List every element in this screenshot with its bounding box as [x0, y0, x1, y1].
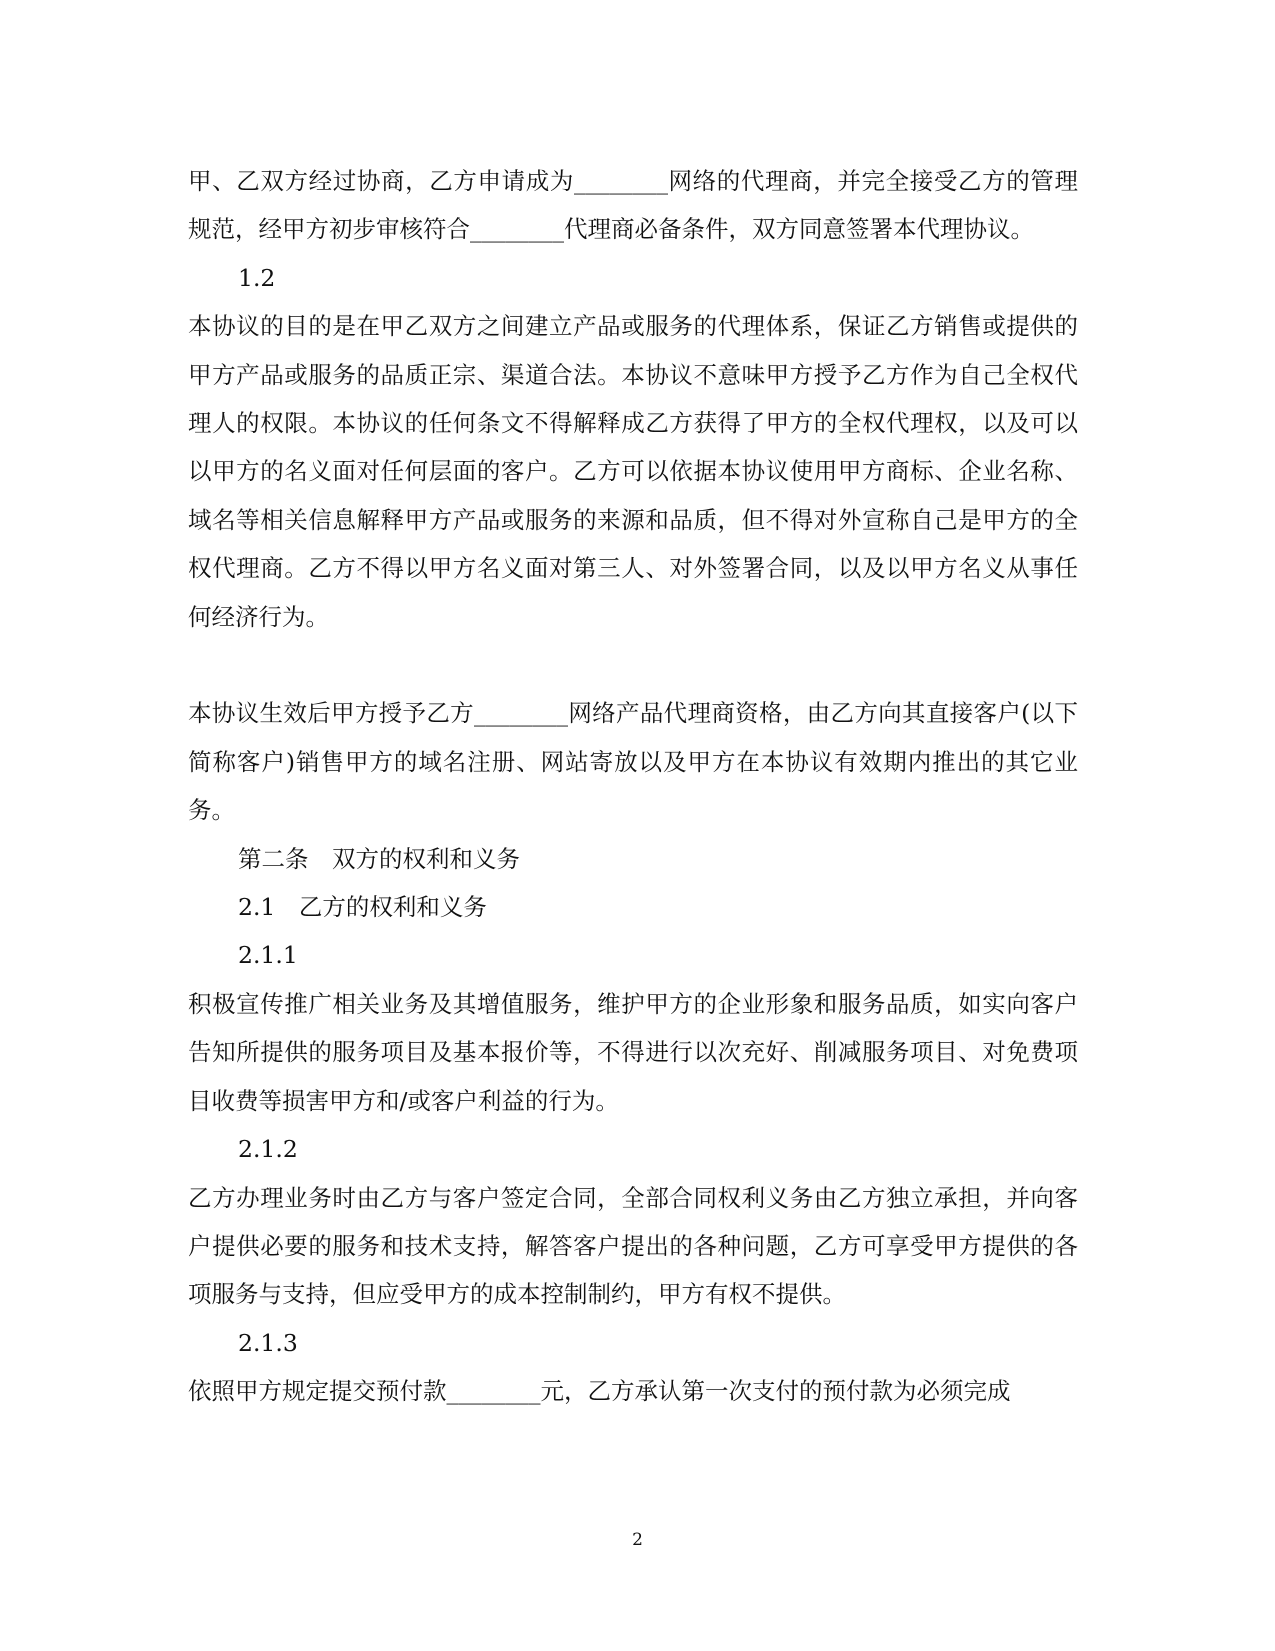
paragraph-contract-duty: 乙方办理业务时由乙方与客户签定合同，全部合同权利义务由乙方独立承担，并向客户提供必要的服务和技术支持，解答客户提出的各种问题，乙方可享受甲方提供的各项服务与支持，但应受甲方的成本控制制约，甲方有权不提供。	[188, 1183, 1078, 1309]
section-heading-2-1: 2.1 乙方的权利和义务	[238, 893, 487, 922]
clause-number-1-2: 1.2	[238, 263, 276, 292]
clause-number-2-1-3: 2.1.3	[238, 1328, 298, 1357]
paragraph-promotion-duty: 积极宣传推广相关业务及其增值服务，维护甲方的企业形象和服务品质，如实向客户告知所提供的服务项目及基本报价等，不得进行以次充好、削减服务项目、对免费项目收费等损害甲方和/或客户利益的行为。	[188, 989, 1078, 1115]
paragraph-agreement-purpose: 本协议的目的是在甲乙双方之间建立产品或服务的代理体系，保证乙方销售或提供的甲方产品或服务的品质正宗、渠道合法。本协议不意味甲方授予乙方作为自己全权代理人的权限。本协议的任何条文不得解释成乙方获得了甲方的全权代理权，以及可以以甲方的名义面对任何层面的客户。乙方可以依据本协议使用甲方商标、企业名称、域名等相关信息解释甲方产品或服务的来源和品质，但不得对外宣称自己是甲方的全权代理商。乙方不得以甲方名义面对第三人、对外签署合同，以及以甲方名义从事任何经济行为。	[188, 312, 1078, 631]
paragraph-agreement-basis: 甲、乙双方经过协商，乙方申请成为________网络的代理商，并完全接受乙方的管理规范，经甲方初步审核符合________代理商必备条件，双方同意签署本代理协议。	[188, 167, 1078, 244]
page-number: 2	[632, 1530, 643, 1550]
clause-number-2-1-1: 2.1.1	[238, 941, 298, 970]
document-body	[188, 157, 1078, 1416]
paragraph-agent-qualification: 本协议生效后甲方授予乙方________网络产品代理商资格，由乙方向其直接客户(以下简称客户)销售甲方的域名注册、网站寄放以及甲方在本协议有效期内推出的其它业务。	[188, 699, 1078, 825]
clause-number-2-1-2: 2.1.2	[238, 1135, 298, 1164]
article-heading-rights-obligations: 第二条 双方的权利和义务	[238, 844, 520, 873]
paragraph-prepayment: 依照甲方规定提交预付款________元，乙方承认第一次支付的预付款为必须完成	[188, 1377, 1011, 1406]
blank-line	[188, 641, 1078, 689]
